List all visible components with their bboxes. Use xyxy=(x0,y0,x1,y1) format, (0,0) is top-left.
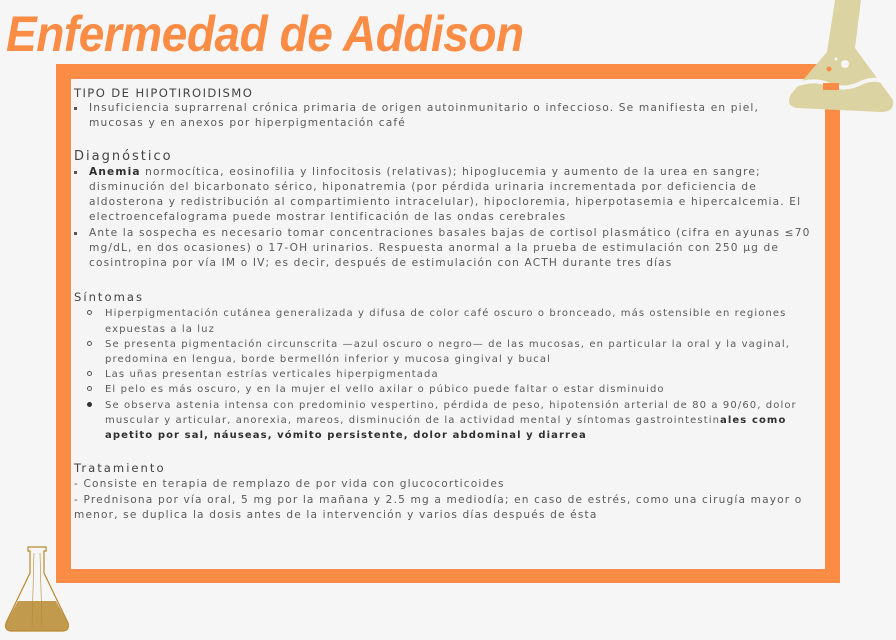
tipo-list xyxy=(74,101,814,131)
treatment-line: - Consiste en terapia de remplazo de por vida con glucocorticoides xyxy=(74,478,505,491)
sintomas-list xyxy=(86,306,814,443)
list-item: Se presenta pigmentación circunscrita —azul oscuro o negro— de las mucosas, en particular la oral y la vaginal, predomina en lengua, borde bermellón inferior y mucosa gingival y bucal xyxy=(86,337,814,367)
list-item: Las uñas presentan estrías verticales hiperpigmentada xyxy=(86,367,814,382)
section-heading-sintomas: Síntomas xyxy=(74,290,145,305)
section-heading-tipo: TIPO DE HIPOTIROIDISMO xyxy=(74,86,254,100)
list-item: El pelo es más oscuro, y en la mujer el vello axilar o púbico puede faltar o estar disminuido xyxy=(86,382,814,397)
section-heading-tratamiento: Tratamiento xyxy=(74,461,166,476)
list-item: Ante la sospecha es necesario tomar concentraciones basales bajas de cortisol plasmático (cifra en ayunas ≤70 mg/dL, en dos ocasiones) o 17-OH urinarios. Respuesta anormal a la prueba de estimulación con 250 µg de cosintropina por vía IM o IV; es decir, después de estimulación con ACTH durante tres días xyxy=(74,226,814,272)
flask-decoration-icon xyxy=(2,543,72,633)
bold-text: ales como apetito por sal, náuseas, vómito persistente, dolor abdominal y diarrea xyxy=(105,414,787,442)
list-item: Insuficiencia suprarrenal crónica primaria de origen autoinmunitario o infeccioso. Se manifiesta en piel, mucosas y en anexos por hiperpigmentación café xyxy=(74,101,814,131)
bold-term: Anemia xyxy=(89,165,141,178)
diagnostico-list xyxy=(74,165,814,271)
document-body xyxy=(74,86,814,523)
list-item: Se observa astenia intensa con predominio vespertino, pérdida de peso, hipotensión arterial de 80 a 90/60, dolor muscular y articular, anorexia, mareos, disminución de la actividad mental y síntomas gastrointestinales como apetito por sal, náuseas, vómito persistente, dolor abdominal y diarrea xyxy=(86,398,814,444)
treatment-line: - Prednisona por vía oral, 5 mg por la mañana y 2.5 mg a mediodía; en caso de estrés, como una cirugía mayor o menor, se duplica la dosis antes de la intervención y varios días después de ésta xyxy=(74,493,803,521)
section-heading-diagnostico: Diagnóstico xyxy=(74,148,173,164)
page-title: Enfermedad de Addison xyxy=(6,6,524,62)
list-item: Anemia normocítica, eosinofilia y linfocitosis (relativas); hipoglucemia y aumento de la urea en sangre; disminución del bicarbonato sérico, hiponatremia (por pérdida urinaria incrementada por deficiencia de aldosterona y redistribución al compartimiento intracelular), hipocloremia, hiperpotasemia e hipercalcemia. El electroencefalograma puede mostrar lentificación de las ondas cerebrales xyxy=(74,165,814,226)
list-item: Hiperpigmentación cutánea generalizada y difusa de color café oscuro o bronceado, más ostensible en regiones expuestas a la luz xyxy=(86,306,814,336)
